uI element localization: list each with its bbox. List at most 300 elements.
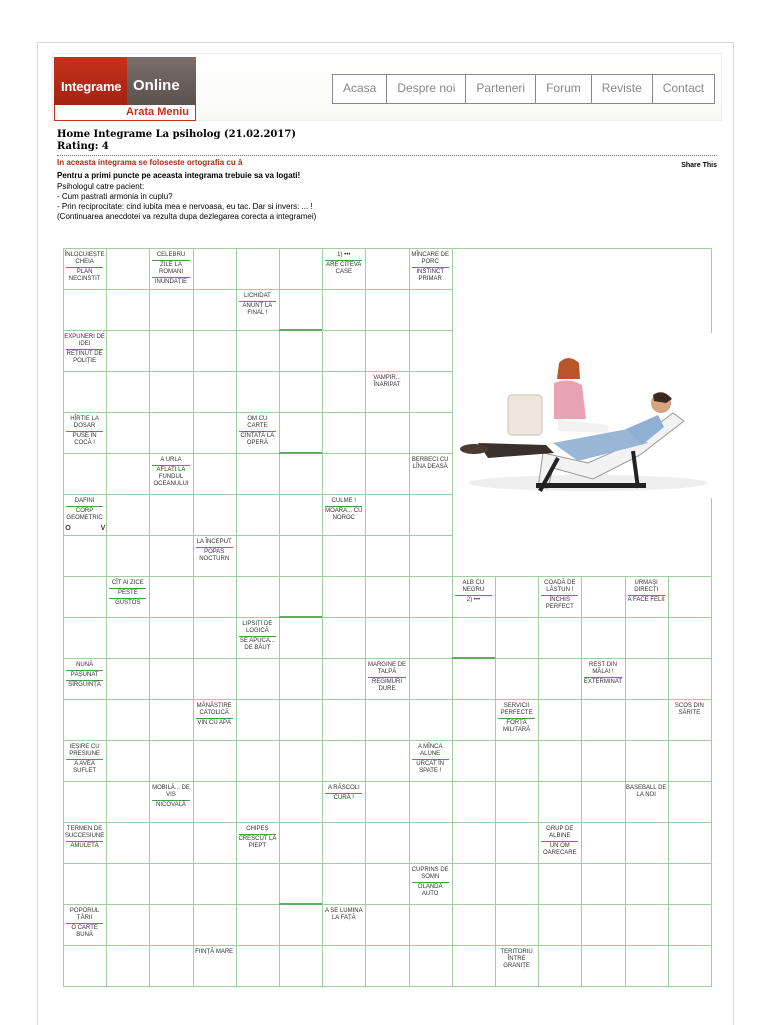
grid-cell[interactable] [495, 822, 539, 864]
grid-cell[interactable] [452, 945, 496, 987]
grid-cell[interactable] [193, 371, 237, 413]
clue-text: PĂȘUNAT [70, 672, 99, 678]
grid-cell[interactable] [581, 617, 625, 659]
grid-cell[interactable] [452, 863, 496, 905]
clue-cell [64, 498, 105, 522]
joke-text [57, 182, 717, 222]
grid-cell[interactable] [322, 371, 366, 413]
clue-text: DAFINI [74, 498, 95, 504]
grid-cell[interactable] [581, 822, 625, 864]
clue-cell [237, 826, 278, 850]
grid-cell[interactable] [236, 699, 280, 741]
grid-cell[interactable] [322, 412, 366, 454]
grid-cell[interactable] [625, 904, 669, 946]
given-letter: V [100, 525, 106, 532]
grid-cell[interactable] [409, 494, 453, 536]
grid-cell[interactable] [193, 330, 237, 372]
clue-text: CRESCUT LA PIEPT [238, 836, 277, 849]
grid-cell[interactable] [279, 453, 323, 495]
grid-cell[interactable] [322, 822, 366, 864]
nav-contact[interactable]: Contact [652, 75, 714, 103]
clue-separator [541, 595, 578, 596]
grid-cell[interactable] [106, 740, 150, 782]
grid-cell[interactable] [409, 699, 453, 741]
clue-separator [412, 759, 449, 760]
grid-cell[interactable] [106, 453, 150, 495]
grid-cell[interactable] [365, 822, 409, 864]
clue-cell [410, 744, 451, 775]
grid-cell[interactable] [193, 494, 237, 536]
clue-cell [150, 785, 191, 809]
clue-text: IEȘIRE CU PRESIUNE [69, 744, 100, 757]
grid-cell[interactable] [668, 781, 712, 823]
grid-cell[interactable] [149, 576, 193, 618]
nav-forum[interactable]: Forum [535, 75, 591, 103]
grid-cell[interactable] [538, 658, 582, 700]
grid-cell[interactable] [409, 535, 453, 577]
grid-cell[interactable] [495, 740, 539, 782]
clue-separator [109, 588, 146, 589]
clue-text: LIPSIȚI DE LOGICĂ [242, 621, 273, 634]
grid-cell[interactable] [279, 945, 323, 987]
grid-cell[interactable] [581, 904, 625, 946]
logo-text-integrame: Integrame [61, 79, 122, 94]
grid-cell[interactable] [279, 863, 323, 905]
clue-separator [66, 680, 103, 681]
grid-cell[interactable] [452, 699, 496, 741]
grid-cell[interactable] [538, 740, 582, 782]
clue-text: URMAȘI DIRECȚI [634, 580, 659, 593]
grid-cell[interactable] [279, 617, 323, 659]
grid-cell[interactable] [63, 535, 107, 577]
grid-cell[interactable] [409, 576, 453, 618]
grid-cell[interactable] [625, 658, 669, 700]
clue-separator [412, 267, 449, 268]
clue-text: A URLA [160, 457, 182, 463]
grid-cell[interactable] [365, 453, 409, 495]
grid-cell[interactable] [409, 289, 453, 331]
orthography-note: In aceasta integrama se foloseste ortografia cu â [57, 158, 243, 167]
joke-line: - Prin reciprocitate: cind iubita mea e nervoasa, eu tac. Dar si invers: ... ! [57, 202, 313, 211]
grid-cell[interactable] [538, 617, 582, 659]
clue-text: POPORUL ȚĂRII [69, 908, 100, 921]
clue-cell [64, 334, 105, 365]
clue-text: REST DIN MĂLAI ! [589, 662, 617, 675]
grid-cell[interactable] [63, 576, 107, 618]
word-separator [279, 452, 322, 454]
clue-separator [152, 260, 189, 261]
grid-cell[interactable] [193, 863, 237, 905]
clue-separator [498, 718, 535, 719]
grid-cell[interactable] [149, 699, 193, 741]
grid-cell[interactable] [452, 617, 496, 659]
grid-cell[interactable] [279, 576, 323, 618]
grid-cell[interactable] [63, 289, 107, 331]
clue-text: POPAS NOCTURN [199, 549, 230, 562]
grid-cell[interactable] [409, 371, 453, 413]
grid-cell[interactable] [625, 945, 669, 987]
grid-cell[interactable] [365, 904, 409, 946]
grid-cell[interactable] [625, 699, 669, 741]
grid-cell[interactable] [106, 945, 150, 987]
grid-cell[interactable] [495, 863, 539, 905]
clue-text: NICOVALĂ [156, 802, 186, 808]
grid-cell[interactable] [279, 699, 323, 741]
grid-cell[interactable] [365, 617, 409, 659]
clue-text: CORP GEOMETRIC [66, 508, 103, 521]
clue-text: FORȚĂ MILITARĂ [502, 720, 531, 733]
clue-separator [66, 759, 103, 760]
psychologist-photo [458, 333, 716, 498]
grid-cell[interactable] [149, 740, 193, 782]
grid-cell[interactable] [106, 248, 150, 290]
grid-cell[interactable] [106, 699, 150, 741]
grid-cell[interactable] [409, 412, 453, 454]
clue-separator [152, 800, 189, 801]
grid-cell[interactable] [193, 904, 237, 946]
grid-cell[interactable] [106, 658, 150, 700]
clue-text: ZILE LA ROMANI [158, 262, 183, 275]
clue-text: A RĂSCOLI [327, 785, 360, 791]
grid-cell[interactable] [625, 822, 669, 864]
clue-cell [626, 580, 667, 604]
grid-cell[interactable] [63, 945, 107, 987]
grid-cell[interactable] [149, 289, 193, 331]
grid-cell[interactable] [365, 248, 409, 290]
grid-cell[interactable] [452, 822, 496, 864]
clue-cell [626, 785, 667, 799]
nav-partners[interactable]: Parteneri [465, 75, 535, 103]
grid-cell[interactable] [63, 699, 107, 741]
clue-text: PUSE ÎN COCĂ ! [72, 433, 97, 446]
grid-cell[interactable] [322, 289, 366, 331]
grid-cell[interactable] [63, 453, 107, 495]
grid-cell[interactable] [495, 576, 539, 618]
clue-cell [194, 539, 235, 563]
clue-text: GRUP DE ALBINE [546, 826, 574, 839]
grid-cell[interactable] [668, 740, 712, 782]
clue-text: MARGINE DE TALPĂ [367, 662, 406, 675]
grid-cell[interactable] [625, 617, 669, 659]
clue-cell [323, 785, 364, 802]
grid-cell[interactable] [149, 658, 193, 700]
grid-cell[interactable] [193, 576, 237, 618]
site-logo[interactable] [54, 57, 196, 121]
grid-cell[interactable] [193, 289, 237, 331]
grid-cell[interactable] [279, 740, 323, 782]
clue-separator [584, 677, 621, 678]
grid-cell[interactable] [279, 781, 323, 823]
grid-cell[interactable] [581, 699, 625, 741]
grid-cell[interactable] [279, 904, 323, 946]
grid-cell[interactable] [279, 289, 323, 331]
grid-cell[interactable] [409, 822, 453, 864]
grid-cell[interactable] [409, 945, 453, 987]
grid-cell[interactable] [236, 945, 280, 987]
clue-cell [237, 293, 278, 317]
grid-cell[interactable] [365, 494, 409, 536]
grid-cell[interactable] [236, 371, 280, 413]
grid-cell[interactable] [538, 904, 582, 946]
clue-text: O CARTE BUNĂ [71, 925, 98, 938]
clue-cell [64, 744, 105, 775]
grid-cell[interactable] [538, 699, 582, 741]
grid-cell[interactable] [668, 617, 712, 659]
clue-text: SERVICII PERFECTE [500, 703, 533, 716]
grid-cell[interactable] [322, 863, 366, 905]
clue-text: A MÎNCA ALUNE [417, 744, 443, 757]
grid-cell[interactable] [668, 904, 712, 946]
clue-cell [453, 580, 494, 604]
grid-cell[interactable] [322, 453, 366, 495]
grid-cell[interactable] [193, 658, 237, 700]
grid-cell[interactable] [193, 453, 237, 495]
grid-cell[interactable] [365, 330, 409, 372]
clue-text: ÎNLOCUIEȘTE CHEIA [64, 252, 105, 265]
clue-cell [539, 826, 580, 857]
grid-cell[interactable] [452, 658, 496, 700]
grid-cell[interactable] [322, 945, 366, 987]
clue-text: SÎRGUINȚĂ [68, 682, 101, 688]
grid-cell[interactable] [279, 658, 323, 700]
clue-separator [109, 598, 146, 599]
grid-cell[interactable] [106, 863, 150, 905]
grid-cell[interactable] [236, 658, 280, 700]
grid-cell[interactable] [106, 330, 150, 372]
grid-cell[interactable] [581, 740, 625, 782]
grid-cell[interactable] [409, 904, 453, 946]
grid-cell[interactable] [236, 740, 280, 782]
grid-cell[interactable] [106, 904, 150, 946]
grid-cell[interactable] [193, 412, 237, 454]
grid-cell[interactable] [106, 617, 150, 659]
grid-cell[interactable] [452, 781, 496, 823]
grid-cell[interactable] [668, 576, 712, 618]
clue-text: AFLATI LA FUNDUL OCEANULUI [153, 467, 189, 487]
clue-cell [323, 252, 364, 276]
clue-text: LA ÎNCEPUT [196, 539, 232, 545]
grid-cell[interactable] [452, 740, 496, 782]
clue-cell [496, 703, 537, 734]
grid-cell[interactable] [236, 781, 280, 823]
clue-separator [325, 506, 362, 507]
joke-line: - Cum pastrati armonia in cuplu? [57, 192, 173, 201]
grid-cell[interactable] [279, 494, 323, 536]
grid-cell[interactable] [106, 412, 150, 454]
clue-text: CUPRINS DE SOMN [411, 867, 449, 880]
joke-line: (Continuarea anecdotei va rezulta dupa dezlegarea corecta a integramei) [57, 212, 317, 221]
grid-cell[interactable] [236, 248, 280, 290]
grid-cell[interactable] [409, 330, 453, 372]
clue-text: SE APUCĂ... DE BĂUT [239, 638, 275, 651]
clue-separator [455, 595, 492, 596]
logo-text-online: Online [133, 77, 180, 94]
grid-cell[interactable] [625, 863, 669, 905]
grid-cell[interactable] [149, 617, 193, 659]
grid-cell[interactable] [193, 617, 237, 659]
grid-cell[interactable] [63, 863, 107, 905]
clue-text: BASEBALL DE LA NOI [625, 785, 667, 798]
grid-cell[interactable] [322, 617, 366, 659]
clue-separator [325, 793, 362, 794]
grid-cell[interactable] [409, 781, 453, 823]
clue-separator [66, 506, 103, 507]
clue-text: UN OM OARECARE [542, 843, 577, 856]
clue-cell [237, 416, 278, 447]
page-title: Home Integrame La psiholog (21.02.2017) [57, 129, 297, 140]
grid-cell[interactable] [581, 576, 625, 618]
clue-separator [368, 677, 405, 678]
grid-cell[interactable] [365, 740, 409, 782]
grid-cell[interactable] [495, 617, 539, 659]
grid-cell[interactable] [322, 535, 366, 577]
clue-text: ALB CU NEGRU [462, 580, 485, 593]
grid-cell[interactable] [149, 863, 193, 905]
grid-cell[interactable] [538, 781, 582, 823]
grid-cell[interactable] [193, 781, 237, 823]
grid-cell[interactable] [322, 699, 366, 741]
grid-cell[interactable] [279, 371, 323, 413]
clue-text: ÎNCHIS PERFECT [545, 597, 574, 610]
grid-cell[interactable] [279, 330, 323, 372]
grid-cell[interactable] [236, 904, 280, 946]
nav-magazines[interactable]: Reviste [591, 75, 652, 103]
grid-cell[interactable] [279, 248, 323, 290]
puzzle-info [57, 129, 717, 222]
grid-cell[interactable] [106, 494, 150, 536]
grid-cell[interactable] [365, 289, 409, 331]
clue-cell [150, 457, 191, 488]
clue-separator [541, 841, 578, 842]
grid-cell[interactable] [365, 412, 409, 454]
grid-cell[interactable] [668, 658, 712, 700]
grid-cell[interactable] [322, 658, 366, 700]
clue-separator [412, 882, 449, 883]
clue-separator [152, 465, 189, 466]
grid-cell[interactable] [365, 945, 409, 987]
grid-cell[interactable] [495, 781, 539, 823]
clue-cell [194, 949, 235, 956]
clue-separator [239, 834, 276, 835]
word-separator [279, 903, 322, 905]
clue-text: ANUNȚ LA FINAL ! [242, 303, 273, 316]
grid-cell[interactable] [106, 781, 150, 823]
nav-home[interactable]: Acasa [343, 81, 377, 95]
clue-text: EXTERMINAT [583, 679, 623, 685]
clue-separator [239, 431, 276, 432]
grid-cell[interactable] [193, 822, 237, 864]
grid-cell[interactable] [236, 453, 280, 495]
clue-text: MOARA... CU NOROC [325, 508, 363, 521]
grid-cell[interactable] [279, 535, 323, 577]
grid-cell[interactable] [365, 535, 409, 577]
grid-cell[interactable] [236, 535, 280, 577]
grid-cell[interactable] [365, 699, 409, 741]
grid-cell[interactable] [106, 822, 150, 864]
grid-cell[interactable] [322, 576, 366, 618]
grid-cell[interactable] [193, 740, 237, 782]
dotted-divider [57, 155, 717, 156]
clue-text: CELEBRU [156, 252, 186, 258]
grid-cell[interactable] [495, 658, 539, 700]
grid-cell[interactable] [236, 330, 280, 372]
grid-cell[interactable] [365, 863, 409, 905]
grid-cell[interactable] [149, 904, 193, 946]
grid-cell[interactable] [63, 371, 107, 413]
grid-cell[interactable] [409, 658, 453, 700]
grid-cell[interactable] [279, 822, 323, 864]
grid-cell[interactable] [63, 781, 107, 823]
grid-cell[interactable] [322, 740, 366, 782]
clue-cell [323, 498, 364, 522]
grid-cell[interactable] [149, 822, 193, 864]
grid-cell[interactable] [279, 412, 323, 454]
grid-cell[interactable] [538, 945, 582, 987]
grid-cell[interactable] [452, 904, 496, 946]
grid-cell[interactable] [581, 863, 625, 905]
grid-cell[interactable] [149, 494, 193, 536]
grid-cell[interactable] [625, 740, 669, 782]
clue-cell [64, 252, 105, 283]
grid-cell[interactable] [106, 371, 150, 413]
show-menu-button[interactable] [54, 105, 196, 121]
share-this-link[interactable]: Share This [681, 162, 717, 169]
grid-cell[interactable] [365, 576, 409, 618]
grid-cell[interactable] [365, 781, 409, 823]
grid-cell[interactable] [106, 535, 150, 577]
clue-cell [64, 826, 105, 850]
grid-cell[interactable] [149, 371, 193, 413]
clue-cell [194, 703, 235, 727]
clue-text: MÎNCARE DE PORC [411, 252, 450, 265]
clue-text: CHIPEȘ [246, 826, 269, 832]
grid-cell[interactable] [236, 494, 280, 536]
grid-cell[interactable] [668, 822, 712, 864]
grid-cell[interactable] [322, 330, 366, 372]
login-notice: Pentru a primi puncte pe aceasta integrama trebuie sa va logati! [57, 171, 301, 180]
nav-about[interactable]: Despre noi [386, 75, 465, 103]
grid-cell[interactable] [236, 863, 280, 905]
grid-cell[interactable] [409, 617, 453, 659]
grid-cell[interactable] [236, 576, 280, 618]
grid-cell[interactable] [581, 945, 625, 987]
clue-cell [582, 662, 623, 686]
word-separator [452, 657, 495, 659]
grid-cell[interactable] [149, 330, 193, 372]
grid-cell[interactable] [668, 863, 712, 905]
grid-cell[interactable] [149, 945, 193, 987]
clue-text: URCAT ÎN SPATE ! [416, 761, 445, 774]
grid-cell[interactable] [581, 781, 625, 823]
grid-cell[interactable] [106, 289, 150, 331]
grid-cell[interactable] [193, 248, 237, 290]
grid-cell[interactable] [495, 904, 539, 946]
clue-separator [66, 267, 103, 268]
clue-cell [64, 416, 105, 447]
grid-cell[interactable] [149, 412, 193, 454]
clue-separator [66, 923, 103, 924]
joke-line: Psihologul catre pacient: [57, 182, 145, 191]
clue-cell [237, 621, 278, 652]
grid-cell[interactable] [538, 863, 582, 905]
word-separator [279, 329, 322, 331]
clue-separator [66, 841, 103, 842]
grid-cell[interactable] [668, 945, 712, 987]
grid-cell[interactable] [149, 535, 193, 577]
clue-text: COADĂ DE LĂSTUN ! [544, 580, 576, 593]
clue-cell [366, 662, 407, 693]
grid-cell[interactable] [63, 617, 107, 659]
